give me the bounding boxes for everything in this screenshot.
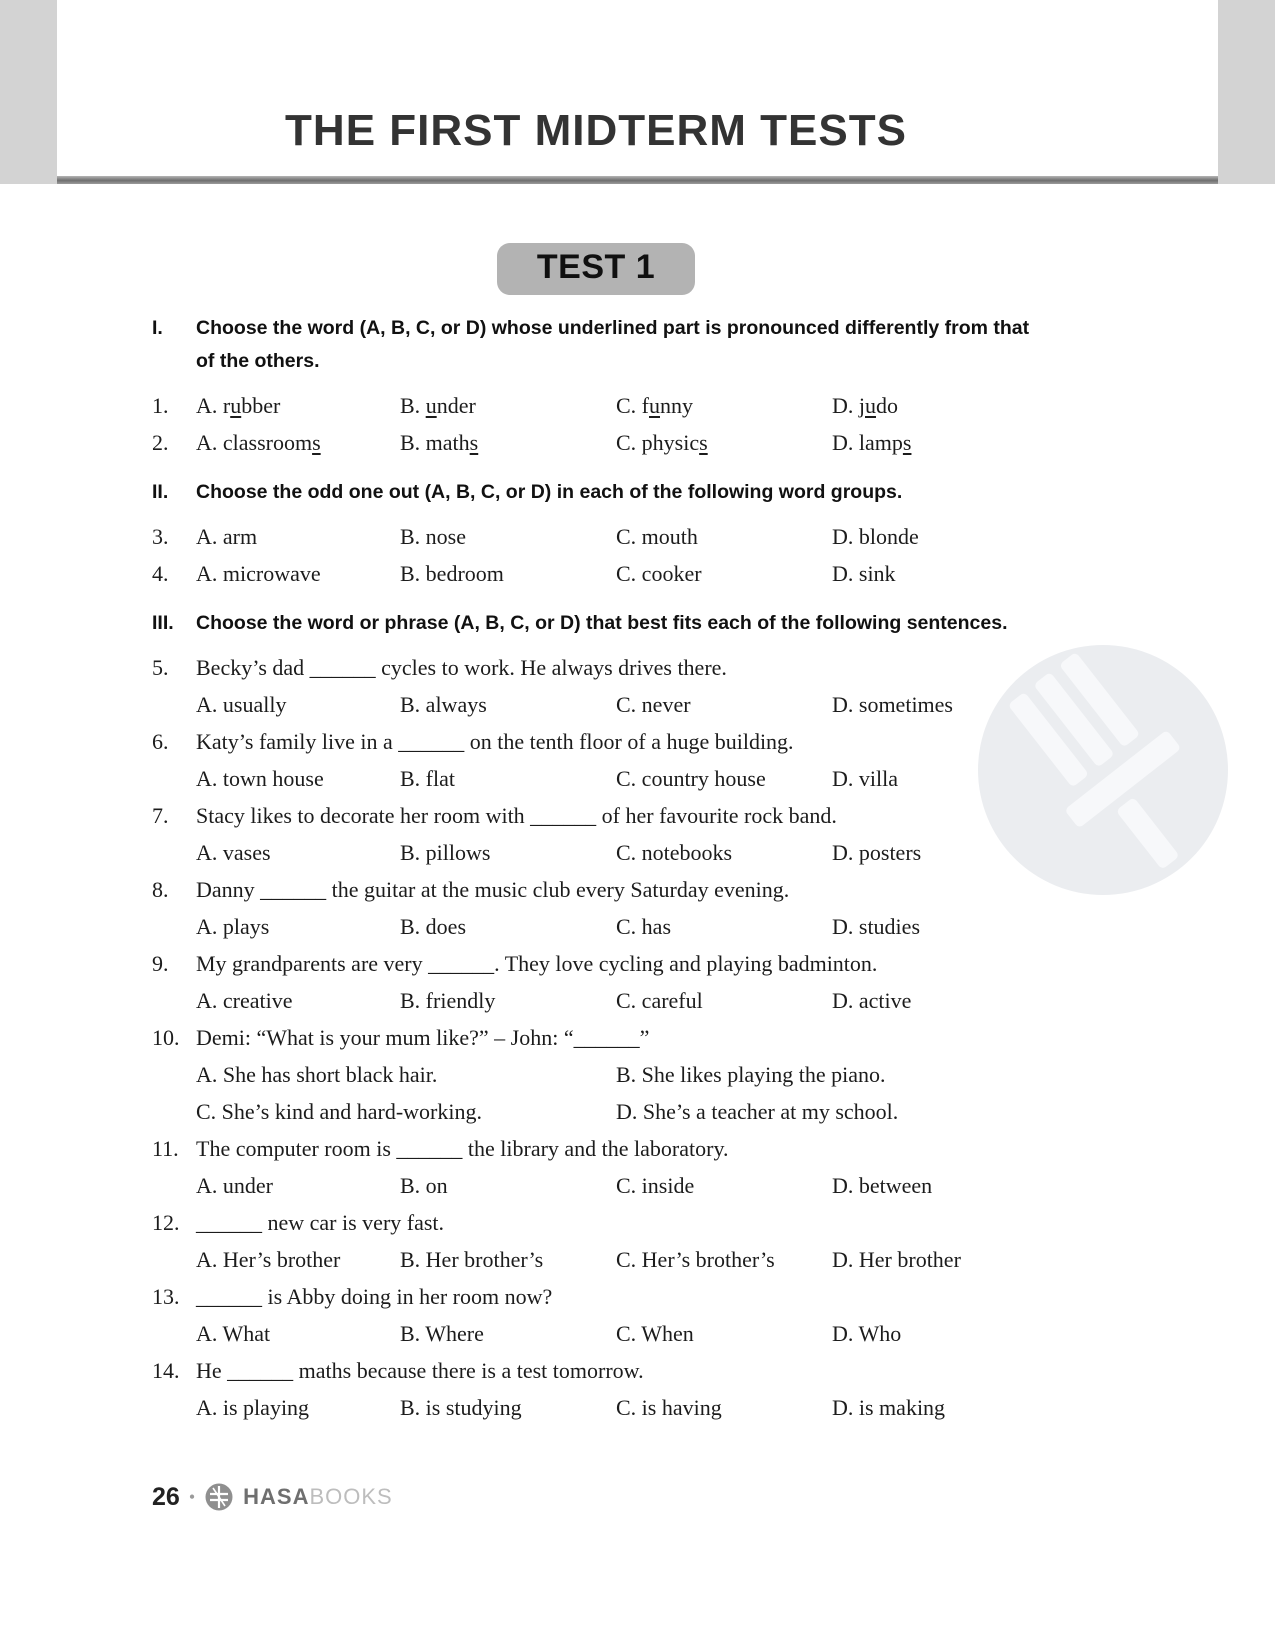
question-stem: Danny ______ the guitar at the music club every Saturday evening. bbox=[196, 877, 790, 902]
answer-option: B. does bbox=[400, 914, 466, 939]
section-heading bbox=[152, 607, 1047, 640]
underlined-letter: s bbox=[312, 430, 321, 455]
answer-options-row bbox=[152, 760, 1047, 797]
answer-option: D. sink bbox=[832, 561, 896, 586]
section-instruction: Choose the odd one out (A, B, C, or D) in each of the following word groups. bbox=[196, 481, 903, 503]
question-stem-row bbox=[152, 1130, 1047, 1167]
question-number: 13. bbox=[152, 1284, 180, 1309]
answer-option: B. is studying bbox=[400, 1395, 522, 1420]
answer-option: C. notebooks bbox=[616, 840, 733, 865]
answer-option: B. pillows bbox=[400, 840, 491, 865]
answer-options-row bbox=[152, 1389, 1047, 1426]
brand-books: BOOKS bbox=[309, 1484, 393, 1509]
answer-option: A. town house bbox=[196, 766, 324, 791]
answer-option: A. rubber bbox=[196, 393, 281, 418]
answer-option: B. friendly bbox=[400, 988, 496, 1013]
answer-option: B. Her brother’s bbox=[400, 1247, 544, 1272]
answer-option: A. usually bbox=[196, 692, 287, 717]
question-stem-row bbox=[152, 649, 1047, 686]
question-number: 9. bbox=[152, 951, 169, 976]
answer-option: C. Her’s brother’s bbox=[616, 1247, 775, 1272]
answer-option: C. When bbox=[616, 1321, 694, 1346]
question-row bbox=[152, 424, 1047, 461]
answer-option: D. active bbox=[832, 988, 912, 1013]
answer-option: C. never bbox=[616, 692, 691, 717]
question-stem: The computer room is ______ the library and the laboratory. bbox=[196, 1136, 729, 1161]
answer-option: D. judo bbox=[832, 393, 898, 418]
answer-option: D. villa bbox=[832, 766, 898, 791]
question-stem-row bbox=[152, 1019, 1047, 1056]
answer-option: D. Who bbox=[832, 1321, 902, 1346]
question-stem-row bbox=[152, 797, 1047, 834]
page-footer bbox=[152, 1482, 393, 1512]
answer-option: A. vases bbox=[196, 840, 271, 865]
answer-option: D. is making bbox=[832, 1395, 946, 1420]
answer-option: D. lamps bbox=[832, 430, 912, 455]
answer-options-row bbox=[152, 1167, 1047, 1204]
page-edge-right bbox=[1218, 0, 1275, 184]
underlined-letter: u bbox=[649, 393, 660, 418]
answer-option: B. maths bbox=[400, 430, 479, 455]
test-badge: TEST 1 bbox=[497, 243, 695, 295]
question-stem: Katy’s family live in a ______ on the tenth floor of a huge building. bbox=[196, 729, 794, 754]
answer-option: D. Her brother bbox=[832, 1247, 961, 1272]
answer-option: C. She’s kind and hard-working. bbox=[196, 1099, 482, 1124]
section-heading bbox=[152, 476, 1047, 509]
answer-options-row bbox=[152, 1056, 1047, 1093]
question-number: 4. bbox=[152, 561, 169, 586]
question-number: 1. bbox=[152, 393, 169, 418]
question-number: 14. bbox=[152, 1358, 180, 1383]
page-number: 26 bbox=[152, 1482, 180, 1511]
question-stem: ______ is Abby doing in her room now? bbox=[196, 1284, 553, 1309]
question-number: 3. bbox=[152, 524, 169, 549]
question-number: 5. bbox=[152, 655, 169, 680]
brand-hasa: HASA bbox=[243, 1484, 310, 1509]
answer-option: A. Her’s brother bbox=[196, 1247, 341, 1272]
answer-option: C. country house bbox=[616, 766, 766, 791]
answer-option: C. careful bbox=[616, 988, 703, 1013]
answer-option: C. funny bbox=[616, 393, 693, 418]
answer-option: A. is playing bbox=[196, 1395, 310, 1420]
answer-option: A. microwave bbox=[196, 561, 321, 586]
answer-option: C. inside bbox=[616, 1173, 695, 1198]
answer-option: A. She has short black hair. bbox=[196, 1062, 438, 1087]
answer-option: C. physics bbox=[616, 430, 708, 455]
answer-option: D. She’s a teacher at my school. bbox=[616, 1099, 899, 1124]
section-heading bbox=[152, 312, 1047, 378]
title-divider bbox=[57, 176, 1218, 184]
question-number: 2. bbox=[152, 430, 169, 455]
section-instruction: Choose the word (A, B, C, or D) whose underlined part is pronounced differently from that of the others. bbox=[196, 317, 1030, 372]
answer-option: A. creative bbox=[196, 988, 293, 1013]
answer-option: C. mouth bbox=[616, 524, 698, 549]
question-number: 12. bbox=[152, 1210, 180, 1235]
question-number: 10. bbox=[152, 1025, 180, 1050]
question-stem-row bbox=[152, 1352, 1047, 1389]
question-stem: My grandparents are very ______. They love cycling and playing badminton. bbox=[196, 951, 878, 976]
underlined-letter: u bbox=[865, 393, 876, 418]
question-stem-row bbox=[152, 723, 1047, 760]
question-number: 7. bbox=[152, 803, 169, 828]
answer-option: B. under bbox=[400, 393, 476, 418]
answer-option: A. arm bbox=[196, 524, 258, 549]
answer-option: B. She likes playing the piano. bbox=[616, 1062, 886, 1087]
answer-options-row bbox=[152, 1241, 1047, 1278]
answer-option: A. classrooms bbox=[196, 430, 321, 455]
answer-option: D. sometimes bbox=[832, 692, 953, 717]
question-row bbox=[152, 387, 1047, 424]
question-row bbox=[152, 555, 1047, 592]
hasabooks-logo-icon bbox=[204, 1482, 234, 1512]
answer-option: D. studies bbox=[832, 914, 920, 939]
answer-option: A. What bbox=[196, 1321, 271, 1346]
question-stem-row bbox=[152, 871, 1047, 908]
question-stem-row bbox=[152, 1278, 1047, 1315]
answer-options-row bbox=[152, 982, 1047, 1019]
answer-option: B. Where bbox=[400, 1321, 484, 1346]
section-instruction: Choose the word or phrase (A, B, C, or D) that best fits each of the following sentences. bbox=[196, 612, 1008, 634]
answer-option: C. cooker bbox=[616, 561, 702, 586]
question-list bbox=[152, 312, 1047, 1426]
section-numeral: II. bbox=[152, 481, 169, 503]
answer-option: C. is having bbox=[616, 1395, 722, 1420]
question-stem-row bbox=[152, 1204, 1047, 1241]
underlined-letter: s bbox=[902, 430, 912, 455]
question-stem: Becky’s dad ______ cycles to work. He always drives there. bbox=[196, 655, 727, 680]
question-stem: Stacy likes to decorate her room with ______ of her favourite rock band. bbox=[196, 803, 837, 828]
answer-option: D. blonde bbox=[832, 524, 919, 549]
answer-option: B. bedroom bbox=[400, 561, 504, 586]
underlined-letter: u bbox=[425, 393, 437, 418]
underlined-letter: s bbox=[469, 430, 479, 455]
answer-options-row bbox=[152, 908, 1047, 945]
section-numeral: III. bbox=[152, 612, 174, 634]
footer-bullet: • bbox=[188, 1486, 196, 1507]
answer-option: D. posters bbox=[832, 840, 922, 865]
answer-option: B. nose bbox=[400, 524, 466, 549]
question-stem: He ______ maths because there is a test tomorrow. bbox=[196, 1358, 644, 1383]
question-number: 8. bbox=[152, 877, 169, 902]
answer-option: A. under bbox=[196, 1173, 273, 1198]
answer-options-row bbox=[152, 1315, 1047, 1352]
answer-option: D. between bbox=[832, 1173, 933, 1198]
question-stem: ______ new car is very fast. bbox=[196, 1210, 445, 1235]
question-number: 6. bbox=[152, 729, 169, 754]
question-row bbox=[152, 518, 1047, 555]
question-stem: Demi: “What is your mum like?” – John: “______” bbox=[196, 1025, 650, 1050]
section-numeral: I. bbox=[152, 317, 163, 339]
test-badge-container bbox=[152, 243, 1040, 295]
question-number: 11. bbox=[152, 1136, 179, 1161]
test-content bbox=[152, 312, 1047, 1426]
page-edge-left bbox=[0, 0, 57, 184]
answer-options-row bbox=[152, 834, 1047, 871]
answer-option: B. flat bbox=[400, 766, 455, 791]
answer-options-row bbox=[152, 1093, 1047, 1130]
answer-options-row bbox=[152, 686, 1047, 723]
underlined-letter: u bbox=[230, 393, 242, 418]
page-title: THE FIRST MIDTERM TESTS bbox=[285, 106, 907, 155]
brand-wordmark bbox=[243, 1484, 393, 1510]
answer-option: A. plays bbox=[196, 914, 270, 939]
underlined-letter: s bbox=[699, 430, 708, 455]
answer-option: C. has bbox=[616, 914, 671, 939]
question-stem-row bbox=[152, 945, 1047, 982]
answer-option: B. on bbox=[400, 1173, 448, 1198]
answer-option: B. always bbox=[400, 692, 487, 717]
